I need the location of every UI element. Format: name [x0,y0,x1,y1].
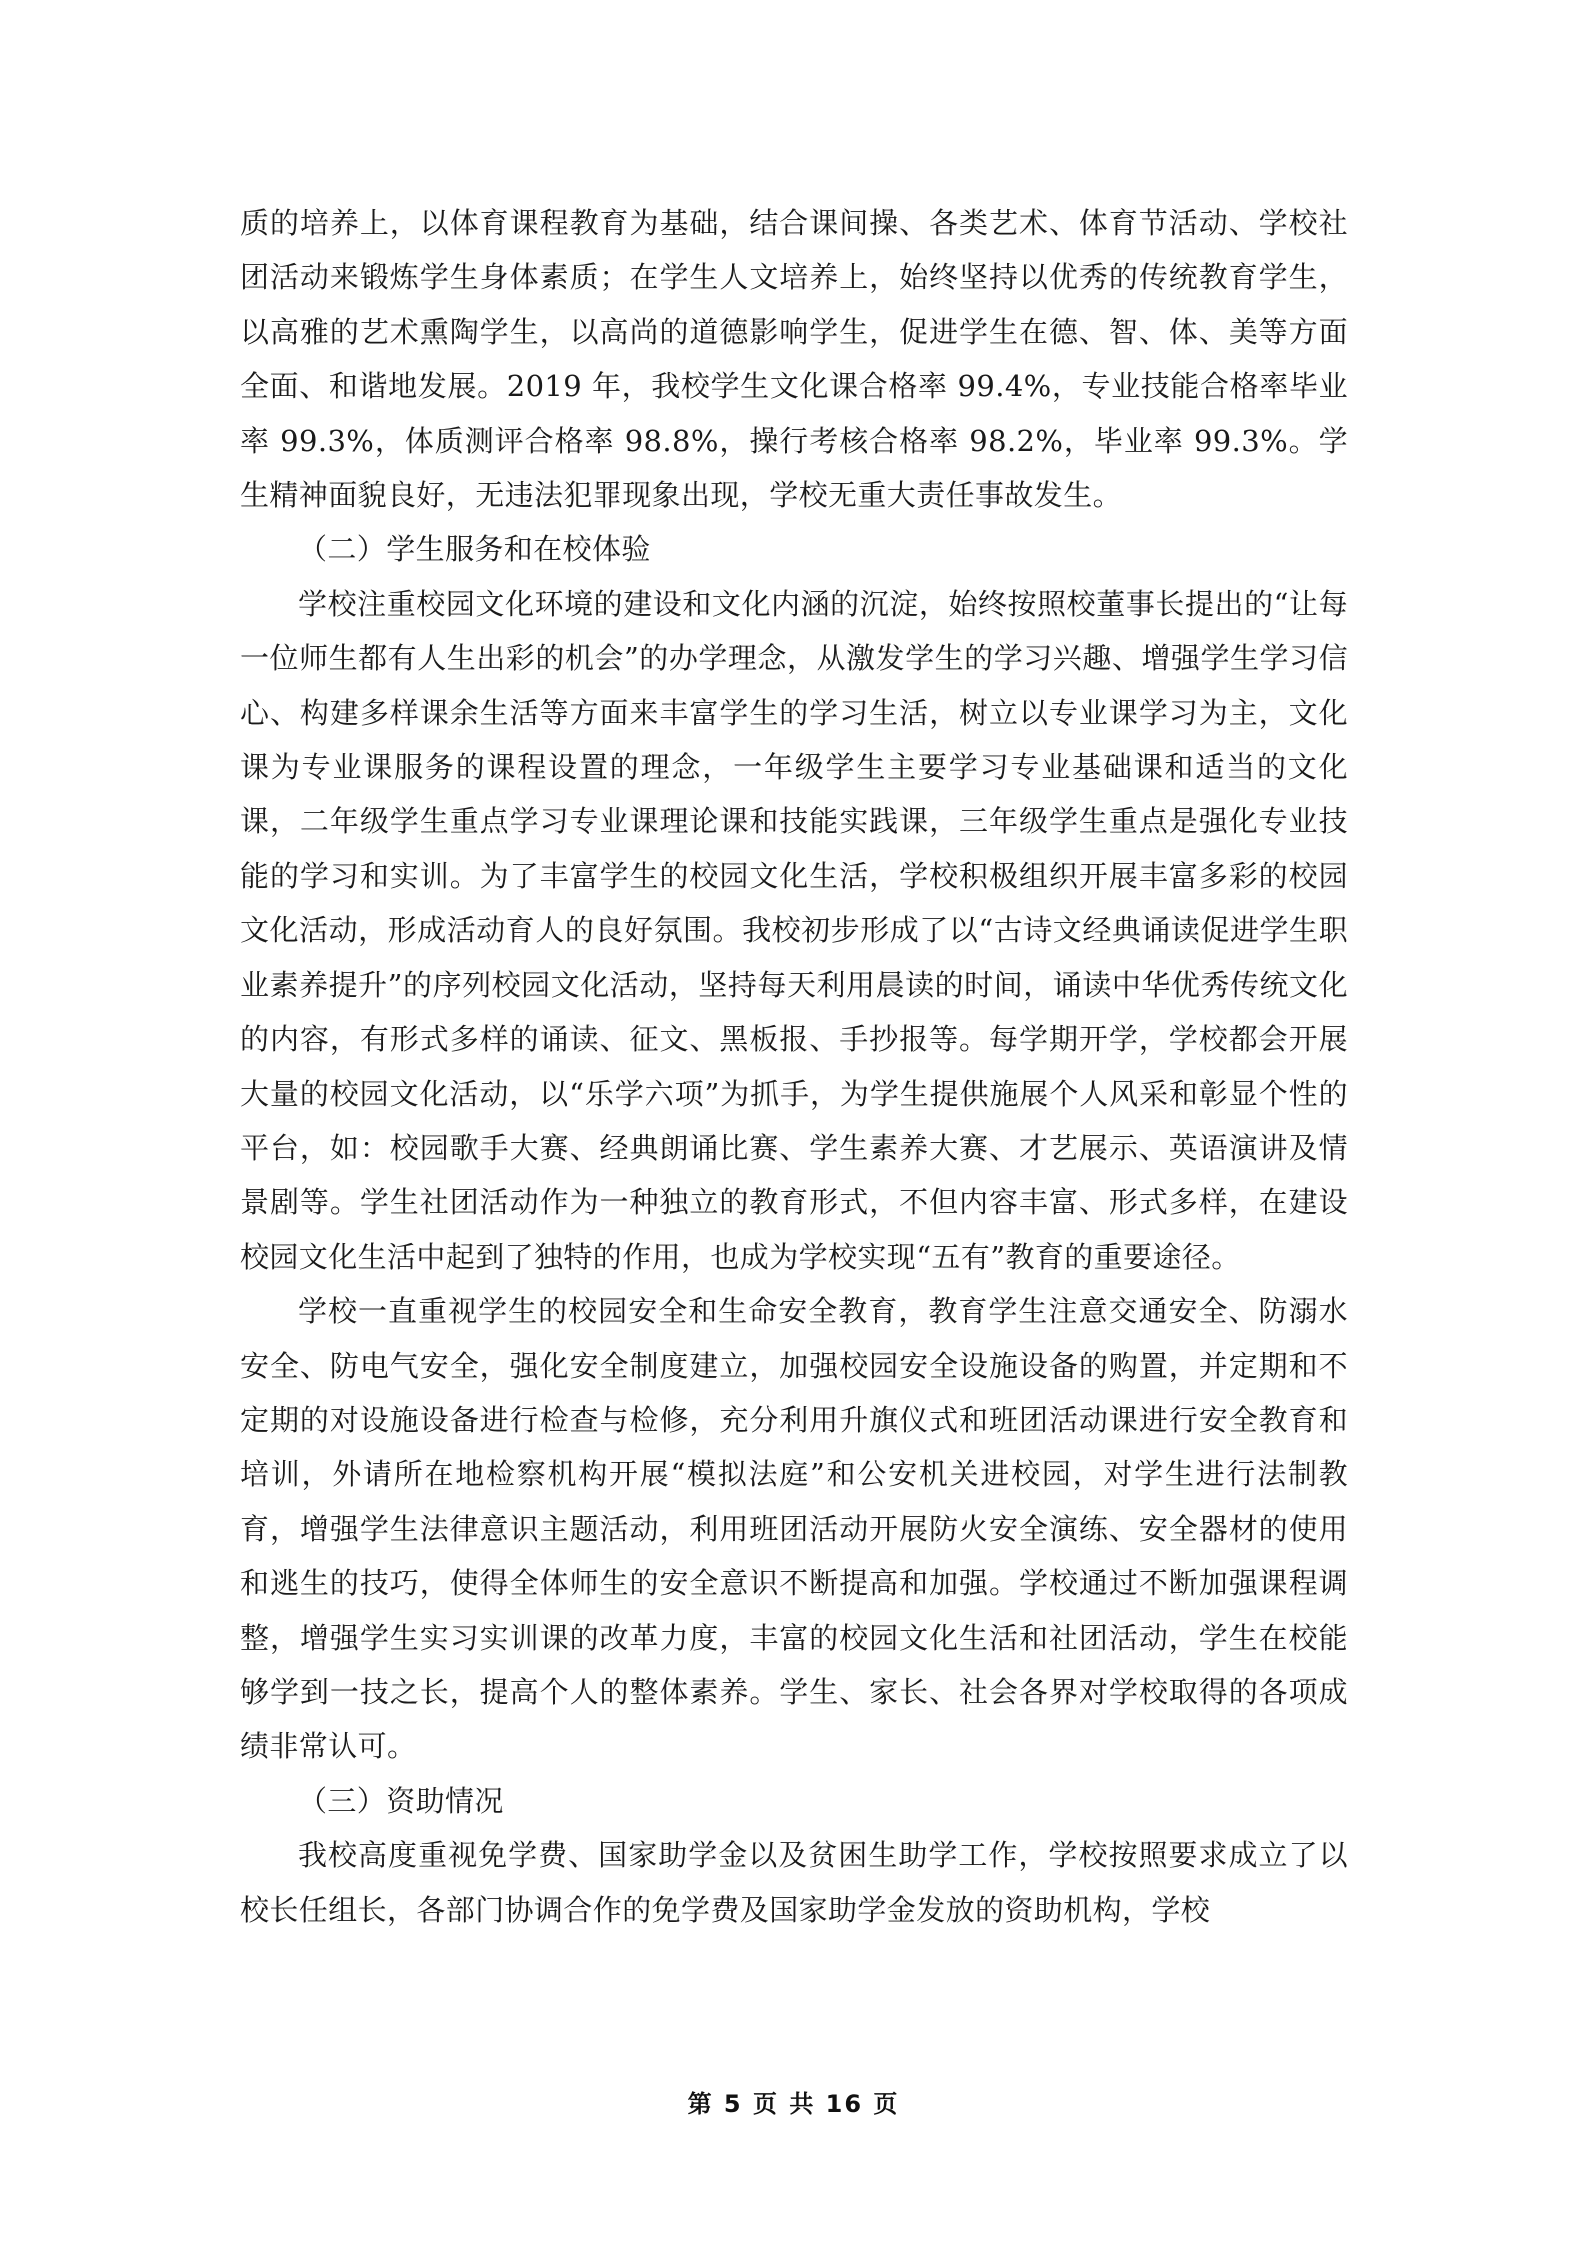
section-heading-financial-aid: （三）资助情况 [298,1783,504,1818]
page-number-footer: 第 5 页 共 16 页 [687,2090,900,2118]
paragraph-campus-culture: 学校注重校园文化环境的建设和文化内涵的沉淀，始终按照校董事长提出的“让每一位师生都有人生出彩的机会”的办学理念，从激发学生的学习兴趣、增强学生学习信心、构建多样课余生活等方面来丰富学生的学习生活，树立以专业课学习为主，文化课为专业课服务的课程设置的理念，一年级学生主要学习专业基础课和适当的文化课，二年级学生重点学习专业课理论课和技能实践课，三年级学生重点是强化专业技能的学习和实训。为了丰富学生的校园文化生活，学校积极组织开展丰富多彩的校园文化活动，形成活动育人的良好氛围。我校初步形成了以“古诗文经典诵读促进学生职业素养提升”的序列校园文化活动，坚持每天利用晨读的时间，诵读中华优秀传统文化的内容，有形式多样的诵读、征文、黑板报、手抄报等。每学期开学，学校都会开展大量的校园文化活动，以“乐学六项”为抓手，为学生提供施展个人风采和彰显个性的平台，如：校园歌手大赛、经典朗诵比赛、学生素养大赛、才艺展示、英语演讲及情景剧等。学生社团活动作为一种独立的教育形式，不但内容丰富、形式多样，在建设校园文化生活中起到了独特的作用，也成为学校实现“五有”教育的重要途径。 [240,586,1348,1274]
section-heading-student-services: （二）学生服务和在校体验 [298,532,651,567]
paragraph-campus-safety: 学校一直重视学生的校园安全和生命安全教育，教育学生注意交通安全、防溺水安全、防电气安全，强化安全制度建立，加强校园安全设施设备的购置，并定期和不定期的对设施设备进行检查与检修，充分利用升旗仪式和班团活动课进行安全教育和培训，外请所在地检察机构开展“模拟法庭”和公安机关进校园，对学生进行法制教育，增强学生法律意识主题活动，利用班团活动开展防火安全演练、安全器材的使用和逃生的技巧，使得全体师生的安全意识不断提高和加强。学校通过不断加强课程调整，增强学生实习实训课的改革力度，丰富的校园文化生活和社团活动，学生在校能够学到一技之长，提高个人的整体素养。学生、家长、社会各界对学校取得的各项成绩非常认可。 [240,1294,1348,1764]
paragraph-student-quality: 质的培养上，以体育课程教育为基础，结合课间操、各类艺术、体育节活动、学校社团活动来锻炼学生身体素质；在学生人文培养上，始终坚持以优秀的传统教育学生，以高雅的艺术熏陶学生，以高尚的道德影响学生，促进学生在德、智、体、美等方面全面、和谐地发展。2019 年，我校学生文化课合格率 99.4%，专业技能合格率毕业率 99.3%，体质测评合格率 98.8%，操行考核合格率 98.2%，毕业率 99.3%。学生精神面貌良好，无违法犯罪现象出现，学校无重大责任事故发生。 [240,206,1348,513]
page-body [240,196,1348,1937]
paragraph-financial-aid: 我校高度重视免学费、国家助学金以及贫困生助学工作，学校按照要求成立了以校长任组长，各部门协调合作的免学费及国家助学金发放的资助机构，学校 [240,1838,1348,1927]
